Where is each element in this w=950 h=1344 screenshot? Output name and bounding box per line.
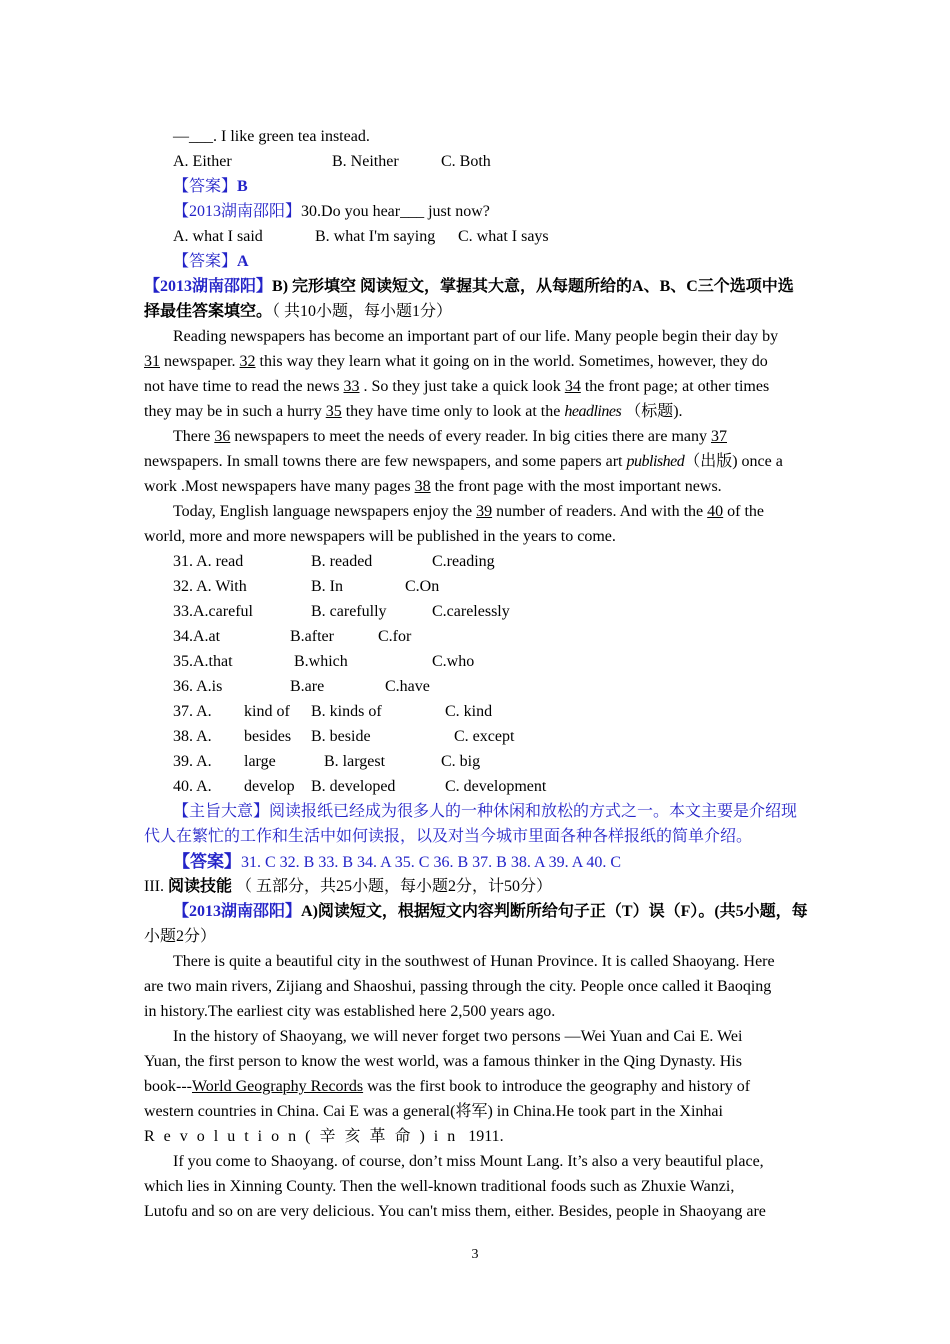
reading-text: book--- xyxy=(144,1078,192,1095)
reading-line xyxy=(144,1074,810,1099)
question-option: B.are xyxy=(290,678,325,695)
question-option: C. except xyxy=(454,728,515,745)
question-option: 39. A. xyxy=(173,753,212,770)
q30-answer xyxy=(173,249,839,274)
question-option: B. developed xyxy=(311,778,396,795)
passage-text: work .Most newspapers have many pages xyxy=(144,478,415,495)
q30-stem: 30.Do you hear___ just now? xyxy=(301,203,490,220)
passage-italic-word: published xyxy=(626,453,685,470)
reading-text: was the first book to introduce the geography and history of xyxy=(363,1078,751,1095)
blank-35: 35 xyxy=(325,403,342,420)
section-b-heading-2 xyxy=(144,299,810,324)
question-option: 37. A. xyxy=(173,703,212,720)
question-option: kind of xyxy=(244,703,290,720)
blank-36: 36 xyxy=(214,428,231,445)
passage-italic-word: headlines xyxy=(564,403,622,420)
reading-line: which lies in Xinning County. Then the well-known traditional foods such as Zhuxie Wanzi, xyxy=(144,1178,735,1195)
blank-39: 39 xyxy=(476,503,493,520)
source-tag: 【2013湖南邵阳】 xyxy=(173,203,302,220)
section-note: （ 五部分，共25小题，每小题2分，计50分） xyxy=(236,878,553,895)
q29-option-a: A. Either xyxy=(173,153,232,170)
q30-stem-line xyxy=(173,199,839,224)
summary-line-2: 代人在繁忙的工作和生活中如何读报，以及对当今城市里面各种各样报纸的简单介绍。 xyxy=(144,828,753,845)
question-option: 36. A.is xyxy=(173,678,223,695)
passage-line: Reading newspapers has become an important part of our life. Many people begin their day by xyxy=(173,328,779,345)
blank-33: 33 xyxy=(343,378,360,395)
passage-text: the front page with the most important news. xyxy=(430,478,722,495)
question-option: 35.A.that xyxy=(173,653,233,670)
passage-text: of the xyxy=(723,503,765,520)
question-option: 40. A. xyxy=(173,778,212,795)
summary-line xyxy=(173,799,839,824)
question-option: B. beside xyxy=(311,728,371,745)
passage-text: There xyxy=(173,428,215,445)
passage-line xyxy=(144,399,810,424)
question-option: 38. A. xyxy=(173,728,212,745)
passage-line xyxy=(144,374,810,399)
passage-text: newspaper. xyxy=(160,353,240,370)
blank-38: 38 xyxy=(414,478,431,495)
passage-line xyxy=(144,349,810,374)
q30-option-a: A. what I said xyxy=(173,228,263,245)
source-tag: 【2013湖南邵阳】 xyxy=(144,278,273,295)
passage-line xyxy=(144,449,810,474)
reading-text-spaced: Revolution(辛亥革命)in xyxy=(144,1128,465,1145)
question-option: C.for xyxy=(378,628,412,645)
passage-line xyxy=(144,474,810,499)
q29-answer xyxy=(173,174,839,199)
passage-text: the front page; at other times xyxy=(580,378,770,395)
section-b-heading-text: B) 完形填空 阅读短文，掌握其大意，从每题所给的A、B、C三个选项中选 xyxy=(272,278,794,295)
section-b-heading-text-2: 择最佳答案填空。 xyxy=(144,303,273,320)
passage-text: they have time only to look at the xyxy=(341,403,565,420)
question-option: B. readed xyxy=(311,553,373,570)
passage-text: not have time to read the news xyxy=(144,378,344,395)
question-option: B. kinds of xyxy=(311,703,382,720)
blank-40: 40 xyxy=(707,503,724,520)
reading-line: There is quite a beautiful city in the southwest of Hunan Province. It is called Shaoyang. Here xyxy=(173,953,775,970)
blank-37: 37 xyxy=(711,428,727,445)
reading-line: in history.The earliest city was established here 2,500 years ago. xyxy=(144,1003,556,1020)
question-option: C. development xyxy=(445,778,547,795)
summary-text: 阅读报纸已经成为很多人的一种休闲和放松的方式之一。本文主要是介绍现 xyxy=(269,803,798,820)
question-option: besides xyxy=(244,728,292,745)
passage-text: Today, English language newspapers enjoy the xyxy=(173,503,477,520)
question-option: B. carefully xyxy=(311,603,387,620)
answer-label: 【答案】 xyxy=(173,253,238,270)
reading-text: 1911. xyxy=(464,1128,504,1145)
q30-option-c: C. what I says xyxy=(458,228,549,245)
question-option: B. In xyxy=(311,578,343,595)
answer-value: 31. C 32. B 33. B 34. A 35. C 36. B 37. B 38. A 39. A 40. C xyxy=(241,854,622,871)
passage-text: this way they learn what it going on in the world. Sometimes, however, they do xyxy=(255,353,768,370)
q29-option-c: C. Both xyxy=(441,153,491,170)
passage-text: newspapers. In small towns there are few newspapers, and some papers art xyxy=(144,453,627,470)
question-option: C.who xyxy=(432,653,475,670)
passage-line xyxy=(173,424,839,449)
question-option: C.On xyxy=(405,578,440,595)
question-option: large xyxy=(244,753,276,770)
question-option: B.after xyxy=(290,628,334,645)
question-option: 34.A.at xyxy=(173,628,221,645)
q29-option-b: B. Neither xyxy=(332,153,399,170)
reading-line: Yuan, the first person to know the west world, was a famous thinker in the Qing Dynasty. His xyxy=(144,1053,742,1070)
question-option: B. largest xyxy=(324,753,386,770)
passage-text: . So they just take a quick look xyxy=(359,378,565,395)
reading-line: In the history of Shaoyang, we will never forget two persons —Wei Yuan and Cai E. Wei xyxy=(173,1028,743,1045)
blank-34: 34 xyxy=(564,378,581,395)
blank-32: 32 xyxy=(239,353,256,370)
part-a-heading-2: 小题2分） xyxy=(144,928,217,945)
question-option: 31. A. read xyxy=(173,553,244,570)
answer-label: 【答案】 xyxy=(173,178,238,195)
passage-text: number of readers. And with the xyxy=(492,503,708,520)
q30-option-b: B. what I'm saying xyxy=(315,228,436,245)
page-number: 3 xyxy=(471,1247,479,1262)
part-a-heading-text: A)阅读短文，根据短文内容判断所给句子正（T）误（F）。(共5小题，每 xyxy=(301,903,808,920)
question-option: develop xyxy=(244,778,295,795)
question-option: 33.A.careful xyxy=(173,603,253,620)
reading-line: are two main rivers, Zijiang and Shaoshui, passing through the city. People once called it Baoqing xyxy=(144,978,772,995)
passage-text: they may be in such a hurry xyxy=(144,403,326,420)
question-option: B.which xyxy=(294,653,348,670)
section-title: 阅读技能 xyxy=(167,878,232,895)
section-b-answers xyxy=(173,849,839,875)
source-tag: 【2013湖南邵阳】 xyxy=(173,903,302,920)
reading-line: Lutofu and so on are very delicious. You can't miss them, either. Besides, people in Shaoyang are xyxy=(144,1203,766,1220)
passage-text: （出版) once a xyxy=(684,453,783,470)
part-a-heading xyxy=(173,899,839,924)
book-title: World Geography Records xyxy=(191,1078,364,1095)
passage-line xyxy=(173,499,839,524)
question-option: C. kind xyxy=(445,703,493,720)
answer-value: A xyxy=(237,253,249,270)
question-option: C.reading xyxy=(432,553,495,570)
question-option: 32. A. With xyxy=(173,578,247,595)
passage-line: world, more and more newspapers will be published in the years to come. xyxy=(144,528,616,545)
reading-line: western countries in China. Cai E was a general(将军) in China.He took part in the Xinhai xyxy=(144,1103,723,1120)
question-option: C.have xyxy=(385,678,430,695)
passage-text: newspapers to meet the needs of every reader. In big cities there are many xyxy=(230,428,711,445)
answer-label: 【答案】 xyxy=(173,852,241,871)
reading-line xyxy=(144,1124,810,1149)
passage-text: （标题). xyxy=(621,403,683,420)
section-b-note: （ 共10小题，每小题1分） xyxy=(272,303,453,320)
summary-label: 【主旨大意】 xyxy=(173,803,270,820)
section-b-heading xyxy=(144,274,810,299)
section-number: III. xyxy=(144,878,164,895)
reading-line: If you come to Shaoyang. of course, don’t miss Mount Lang. It’s also a very beautiful place, xyxy=(173,1153,764,1170)
section-iii-heading xyxy=(144,874,810,899)
question-option: C. big xyxy=(441,753,481,770)
blank-31: 31 xyxy=(144,353,160,370)
question-option: C.carelessly xyxy=(432,603,510,620)
q29-stem: —___. I like green tea instead. xyxy=(173,128,370,145)
answer-value: B xyxy=(237,178,248,195)
